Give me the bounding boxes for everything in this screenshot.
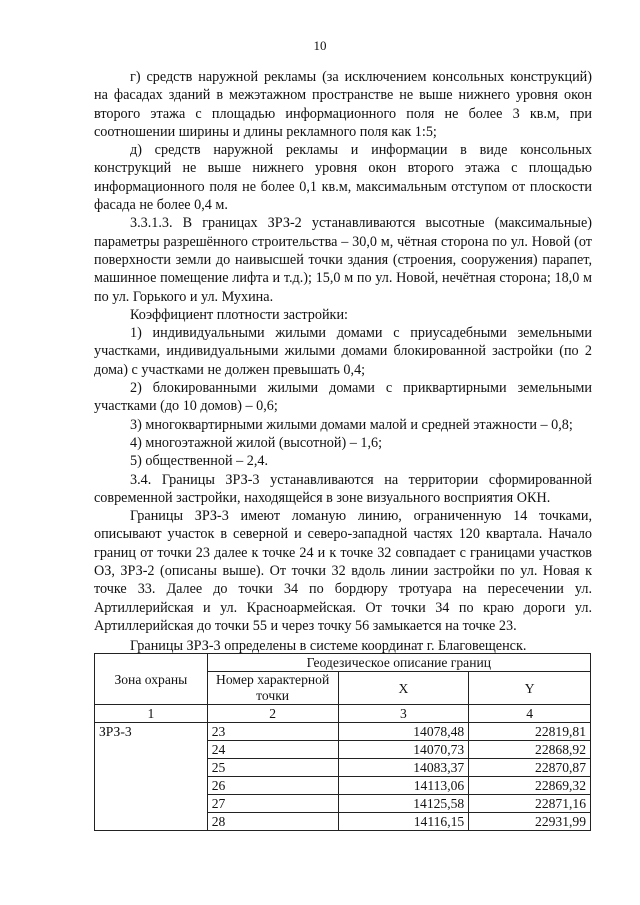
point-cell: 24 <box>207 741 338 759</box>
x-cell: 14113,06 <box>338 777 469 795</box>
x-cell: 14078,48 <box>338 723 469 741</box>
paragraph-3-3-1-3: 3.3.1.3. В границах ЗРЗ-2 устанавливаются высотные (максимальные) параметры разрешённого строительства – 30,0 м, чётная сторона по ул. Новой (от поверхности земли до наивысшей точки здания (строения, сооружения) парапет, машинное помещение лифта и т.д.); 15,0 м по ул. Новой, нечётная сторона; 18,0 м по ул. Горького и ул. Мухина. <box>94 215 592 305</box>
paragraph-g: г) средств наружной рекламы (за исключением консольных конструкций) на фасадах зданий в межэтажном пространстве не выше нижнего уровня окон второго этажа с площадью информационного поля не более 3 кв.м, при соотношении ширины и длины рекламного поля как 1:5; <box>94 69 592 140</box>
y-cell: 22870,87 <box>469 759 591 777</box>
paragraph-zrz3-boundaries: Границы ЗРЗ-3 имеют ломаную линию, ограниченную 14 точками, описывают участок в северной и северо-западной частях 120 квартала. Начало границ от точки 23 далее к точке 24 и к точке 32 совпадает с границами участков ОЗ, ЗРЗ-2 (описаны выше). От точки 32 вдоль линии застройки по ул. Новая к точке 33. Далее до точки 34 по бордюру тротуара на пересечении ул. Артиллерийская и ул. Красноармейская. От точки 34 по краю дороги ул. Артиллерийская до точки 55 и через точку 56 замыкается на точке 23. <box>94 508 592 634</box>
header-geodesic: Геодезическое описание границ <box>207 654 590 672</box>
x-cell: 14116,15 <box>338 813 469 831</box>
numbering-cell: 2 <box>207 705 338 723</box>
body-text <box>94 68 592 635</box>
table-numbering-row <box>95 705 591 723</box>
y-cell: 22871,16 <box>469 795 591 813</box>
point-cell: 26 <box>207 777 338 795</box>
y-cell: 22868,92 <box>469 741 591 759</box>
paragraph-density-4: 4) многоэтажной жилой (высотной) – 1,6; <box>130 434 383 451</box>
header-y: Y <box>469 672 591 705</box>
paragraph-density-3: 3) многоквартирными жилыми домами малой и средней этажности – 0,8; <box>130 416 573 433</box>
header-x: X <box>338 672 469 705</box>
header-zone: Зона охраны <box>95 654 208 705</box>
header-point: Номер характерной точки <box>207 672 338 705</box>
table-row <box>95 723 591 741</box>
page-number: 10 <box>313 38 327 53</box>
paragraph-density-1: 1) индивидуальными жилыми домами с приусадебными земельными участками, индивидуальными жилыми домами блокированной застройки (по 2 дома) с участками не должен превышать 0,4; <box>94 325 592 378</box>
y-cell: 22931,99 <box>469 813 591 831</box>
point-cell: 28 <box>207 813 338 831</box>
numbering-cell: 1 <box>95 705 208 723</box>
numbering-cell: 4 <box>469 705 591 723</box>
zone-cell: ЗРЗ-3 <box>95 723 208 831</box>
x-cell: 14070,73 <box>338 741 469 759</box>
y-cell: 22819,81 <box>469 723 591 741</box>
table-header-row <box>95 654 591 672</box>
paragraph-d: д) средств наружной рекламы и информации в виде консольных конструкций не выше нижнего уровня окон второго этажа с площадью информационного поля не более 0,1 кв.м, максимальным отступом от плоскости фасада не более 0,4 м. <box>94 142 592 214</box>
coordinates-table <box>94 653 591 831</box>
table-caption: Границы ЗРЗ-3 определены в системе координат г. Благовещенск. <box>130 638 527 654</box>
point-cell: 25 <box>207 759 338 777</box>
numbering-cell: 3 <box>338 705 469 723</box>
point-cell: 27 <box>207 795 338 813</box>
x-cell: 14125,58 <box>338 795 469 813</box>
paragraph-density-heading: Коэффициент плотности застройки: <box>130 306 348 323</box>
y-cell: 22869,32 <box>469 777 591 795</box>
paragraph-density-2: 2) блокированными жилыми домами с приквартирными земельными участками (до 10 домов) – 0,6; <box>94 380 592 415</box>
point-cell: 23 <box>207 723 338 741</box>
paragraph-3-4: 3.4. Границы ЗРЗ-3 устанавливаются на территории сформированной современной застройки, находящейся в зоне визуального восприятия ОКН. <box>94 471 592 506</box>
paragraph-density-5: 5) общественной – 2,4. <box>130 453 269 470</box>
x-cell: 14083,37 <box>338 759 469 777</box>
